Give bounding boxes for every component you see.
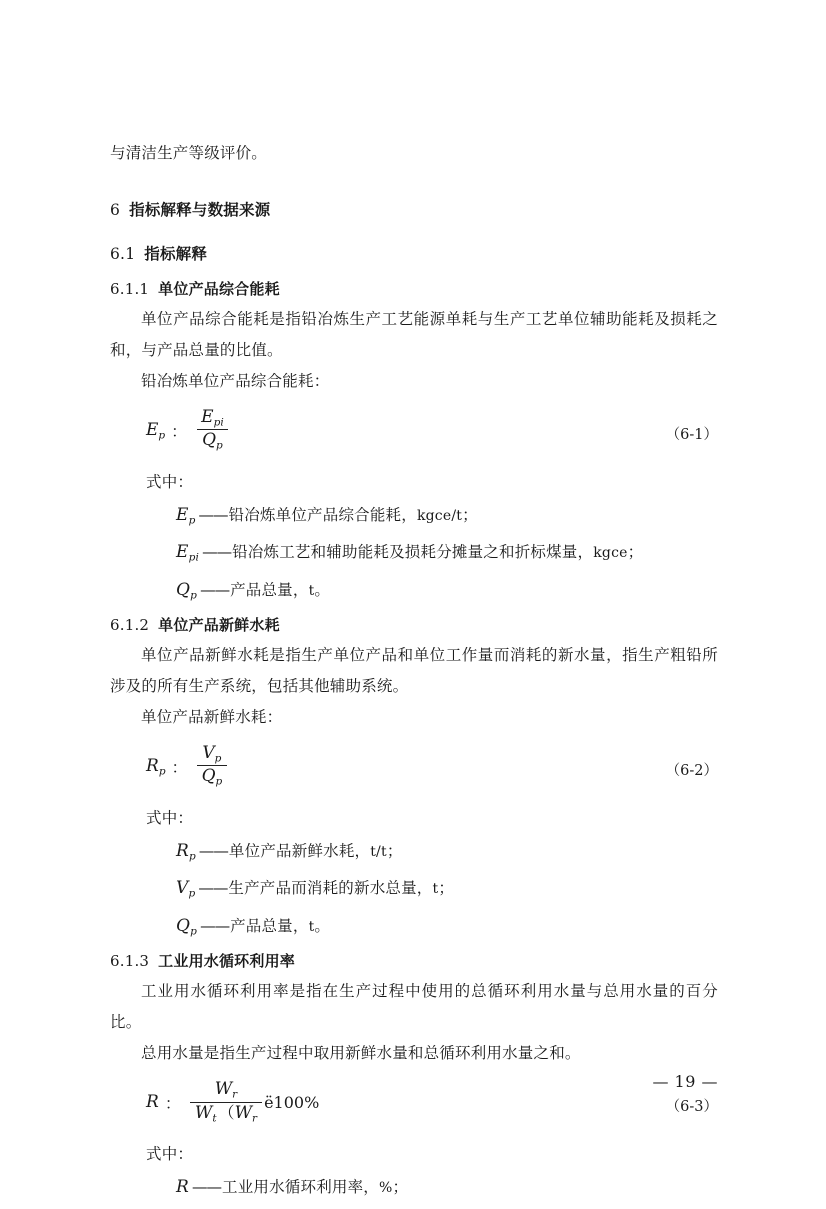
definition-dash: —— (198, 879, 228, 898)
formula-6-2 (110, 745, 718, 795)
section-613-definition-list (110, 1171, 718, 1208)
section-612-paragraph-1: 单位产品新鲜水耗是指生产单位产品和单位工作量而消耗的新水量，指生产粗铅所涉及的所有生产系统，包括其他辅助系统。 (110, 646, 718, 696)
formula-6-3-relation: ： (164, 1094, 181, 1114)
section-611-definition-list (110, 499, 718, 611)
formula-6-3-denominator-operator: （ (218, 1102, 235, 1122)
section-heading-613-number: 6.1.3 (110, 952, 150, 971)
definition-symbol: $E_p$ (176, 505, 196, 527)
formula-6-1-relation: ： (171, 421, 188, 441)
definition-text: 单位产品新鲜水耗， (228, 842, 371, 861)
definition-symbol: $E_{pi}$ (176, 542, 200, 564)
definition-item (110, 536, 718, 573)
definition-symbol: $Q_p$ (176, 579, 198, 602)
section-heading-612 (110, 611, 718, 640)
section-heading-612-number: 6.1.2 (110, 616, 150, 635)
definition-unit: t/t (370, 844, 387, 861)
section-613-paragraph-2: 总用水量是指生产过程中取用新鲜水量和总循环利用水量之和。 (141, 1044, 581, 1063)
section-612-definition-list (110, 835, 718, 947)
formula-6-1-denominator: $Q_p$ (197, 429, 228, 451)
definition-symbol: $R_p$ (176, 841, 196, 863)
formula-6-2-lhs: $R_p$ (146, 755, 166, 778)
definition-text: 铅冶炼单位产品综合能耗， (228, 506, 417, 524)
definition-text: 产品总量， (230, 580, 309, 599)
formula-6-1-lhs: $E_p$ (146, 419, 166, 442)
formula-6-3-numerator: $W_r$ (214, 1079, 238, 1101)
definition-tail: ； (438, 879, 455, 898)
definition-item (110, 574, 718, 611)
definition-dash: —— (202, 543, 232, 562)
continued-paragraph: 与清洁生产等级评价。 (110, 144, 268, 162)
formula-6-1-expression (146, 409, 231, 452)
section-611-paragraph-2: 铅冶炼单位产品综合能耗： (141, 372, 330, 390)
definition-item (110, 835, 718, 872)
spacer (110, 169, 718, 195)
definition-tail: ； (392, 1178, 409, 1197)
section-heading-6-number: 6 (110, 201, 121, 219)
definition-unit: t (308, 918, 315, 935)
section-heading-611 (110, 275, 718, 304)
formula-6-3-percent: 100% (273, 1093, 320, 1113)
section-heading-613 (110, 947, 718, 976)
formula-6-1-fraction (196, 409, 229, 452)
definition-tail: 。 (314, 580, 331, 599)
definition-unit: % (379, 1180, 393, 1197)
section-611-where-label: 式中： (146, 473, 194, 491)
definition-dash: —— (198, 842, 228, 861)
definition-dash: —— (192, 1178, 221, 1197)
definition-unit: t (432, 881, 439, 898)
definition-symbol: $V_p$ (176, 878, 196, 900)
section-heading-61-title: 指标解释 (144, 244, 208, 263)
section-heading-61 (110, 239, 718, 269)
definition-text: 产品总量， (230, 916, 309, 935)
formula-6-3-multiplier: ë (264, 1093, 274, 1113)
section-heading-611-number: 6.1.1 (110, 280, 150, 298)
definition-text: 生产产品而消耗的新水总量， (228, 879, 433, 898)
formula-6-1-number: （6-1） (665, 427, 718, 443)
section-heading-611-title: 单位产品综合能耗 (158, 280, 280, 298)
definition-dash: —— (198, 506, 228, 524)
formula-6-2-number: （6-2） (665, 763, 718, 780)
definition-unit: kgce/t (416, 508, 463, 524)
formula-6-3-number: （6-3） (665, 1099, 718, 1116)
definition-text: 工业用水循环利用率， (222, 1178, 380, 1197)
section-heading-6 (110, 195, 718, 225)
definition-unit: kgce (593, 545, 628, 562)
formula-6-3-denominator-term-1: $W_t$ (194, 1102, 217, 1124)
formula-6-3-denominator-term-2: $W_r$ (234, 1102, 258, 1124)
definition-unit: t (308, 582, 315, 599)
definition-symbol: R (176, 1177, 189, 1198)
formula-6-1 (110, 409, 718, 459)
section-613-where-label: 式中： (146, 1145, 194, 1164)
definition-item (110, 1171, 718, 1208)
section-heading-61-number: 6.1 (110, 245, 136, 263)
section-613-paragraph-1: 工业用水循环利用率是指在生产过程中使用的总循环利用水量与总用水量的百分比。 (110, 982, 718, 1032)
formula-6-2-relation: ： (171, 757, 188, 777)
formula-6-3-lhs: R (146, 1091, 159, 1112)
definition-item (110, 910, 718, 947)
section-612-paragraph-2: 单位产品新鲜水耗： (141, 708, 283, 727)
formula-6-2-expression (146, 745, 229, 788)
definition-symbol: $Q_p$ (176, 915, 198, 938)
definition-tail: 。 (314, 916, 331, 935)
section-612-where-label: 式中： (146, 809, 194, 828)
section-heading-613-title: 工业用水循环利用率 (158, 952, 295, 971)
section-heading-612-title: 单位产品新鲜水耗 (158, 616, 280, 635)
formula-6-3-denominator (190, 1102, 262, 1124)
section-611-paragraph-1: 单位产品综合能耗是指铅冶炼生产工艺能源单耗与生产工艺单位辅助能耗及损耗之和，与产品总量的比值。 (110, 310, 718, 359)
definition-tail: ； (386, 842, 403, 861)
definition-dash: —— (200, 916, 230, 935)
page-content (110, 138, 718, 1209)
definition-tail: ； (627, 543, 644, 562)
definition-tail: ； (462, 506, 478, 524)
spacer (110, 225, 718, 239)
definition-dash: —— (200, 580, 230, 599)
definition-item (110, 499, 718, 536)
formula-6-2-denominator: $Q_p$ (197, 765, 228, 787)
definition-item (110, 872, 718, 909)
page-number: — 19 — (652, 1072, 718, 1091)
formula-6-1-numerator: $E_{pi}$ (201, 407, 224, 429)
definition-text: 铅冶炼工艺和辅助能耗及损耗分摊量之和折标煤量， (232, 543, 594, 562)
formula-6-2-fraction (197, 745, 228, 788)
formula-6-2-numerator: $V_p$ (202, 743, 222, 765)
section-heading-6-title: 指标解释与数据来源 (129, 200, 271, 219)
